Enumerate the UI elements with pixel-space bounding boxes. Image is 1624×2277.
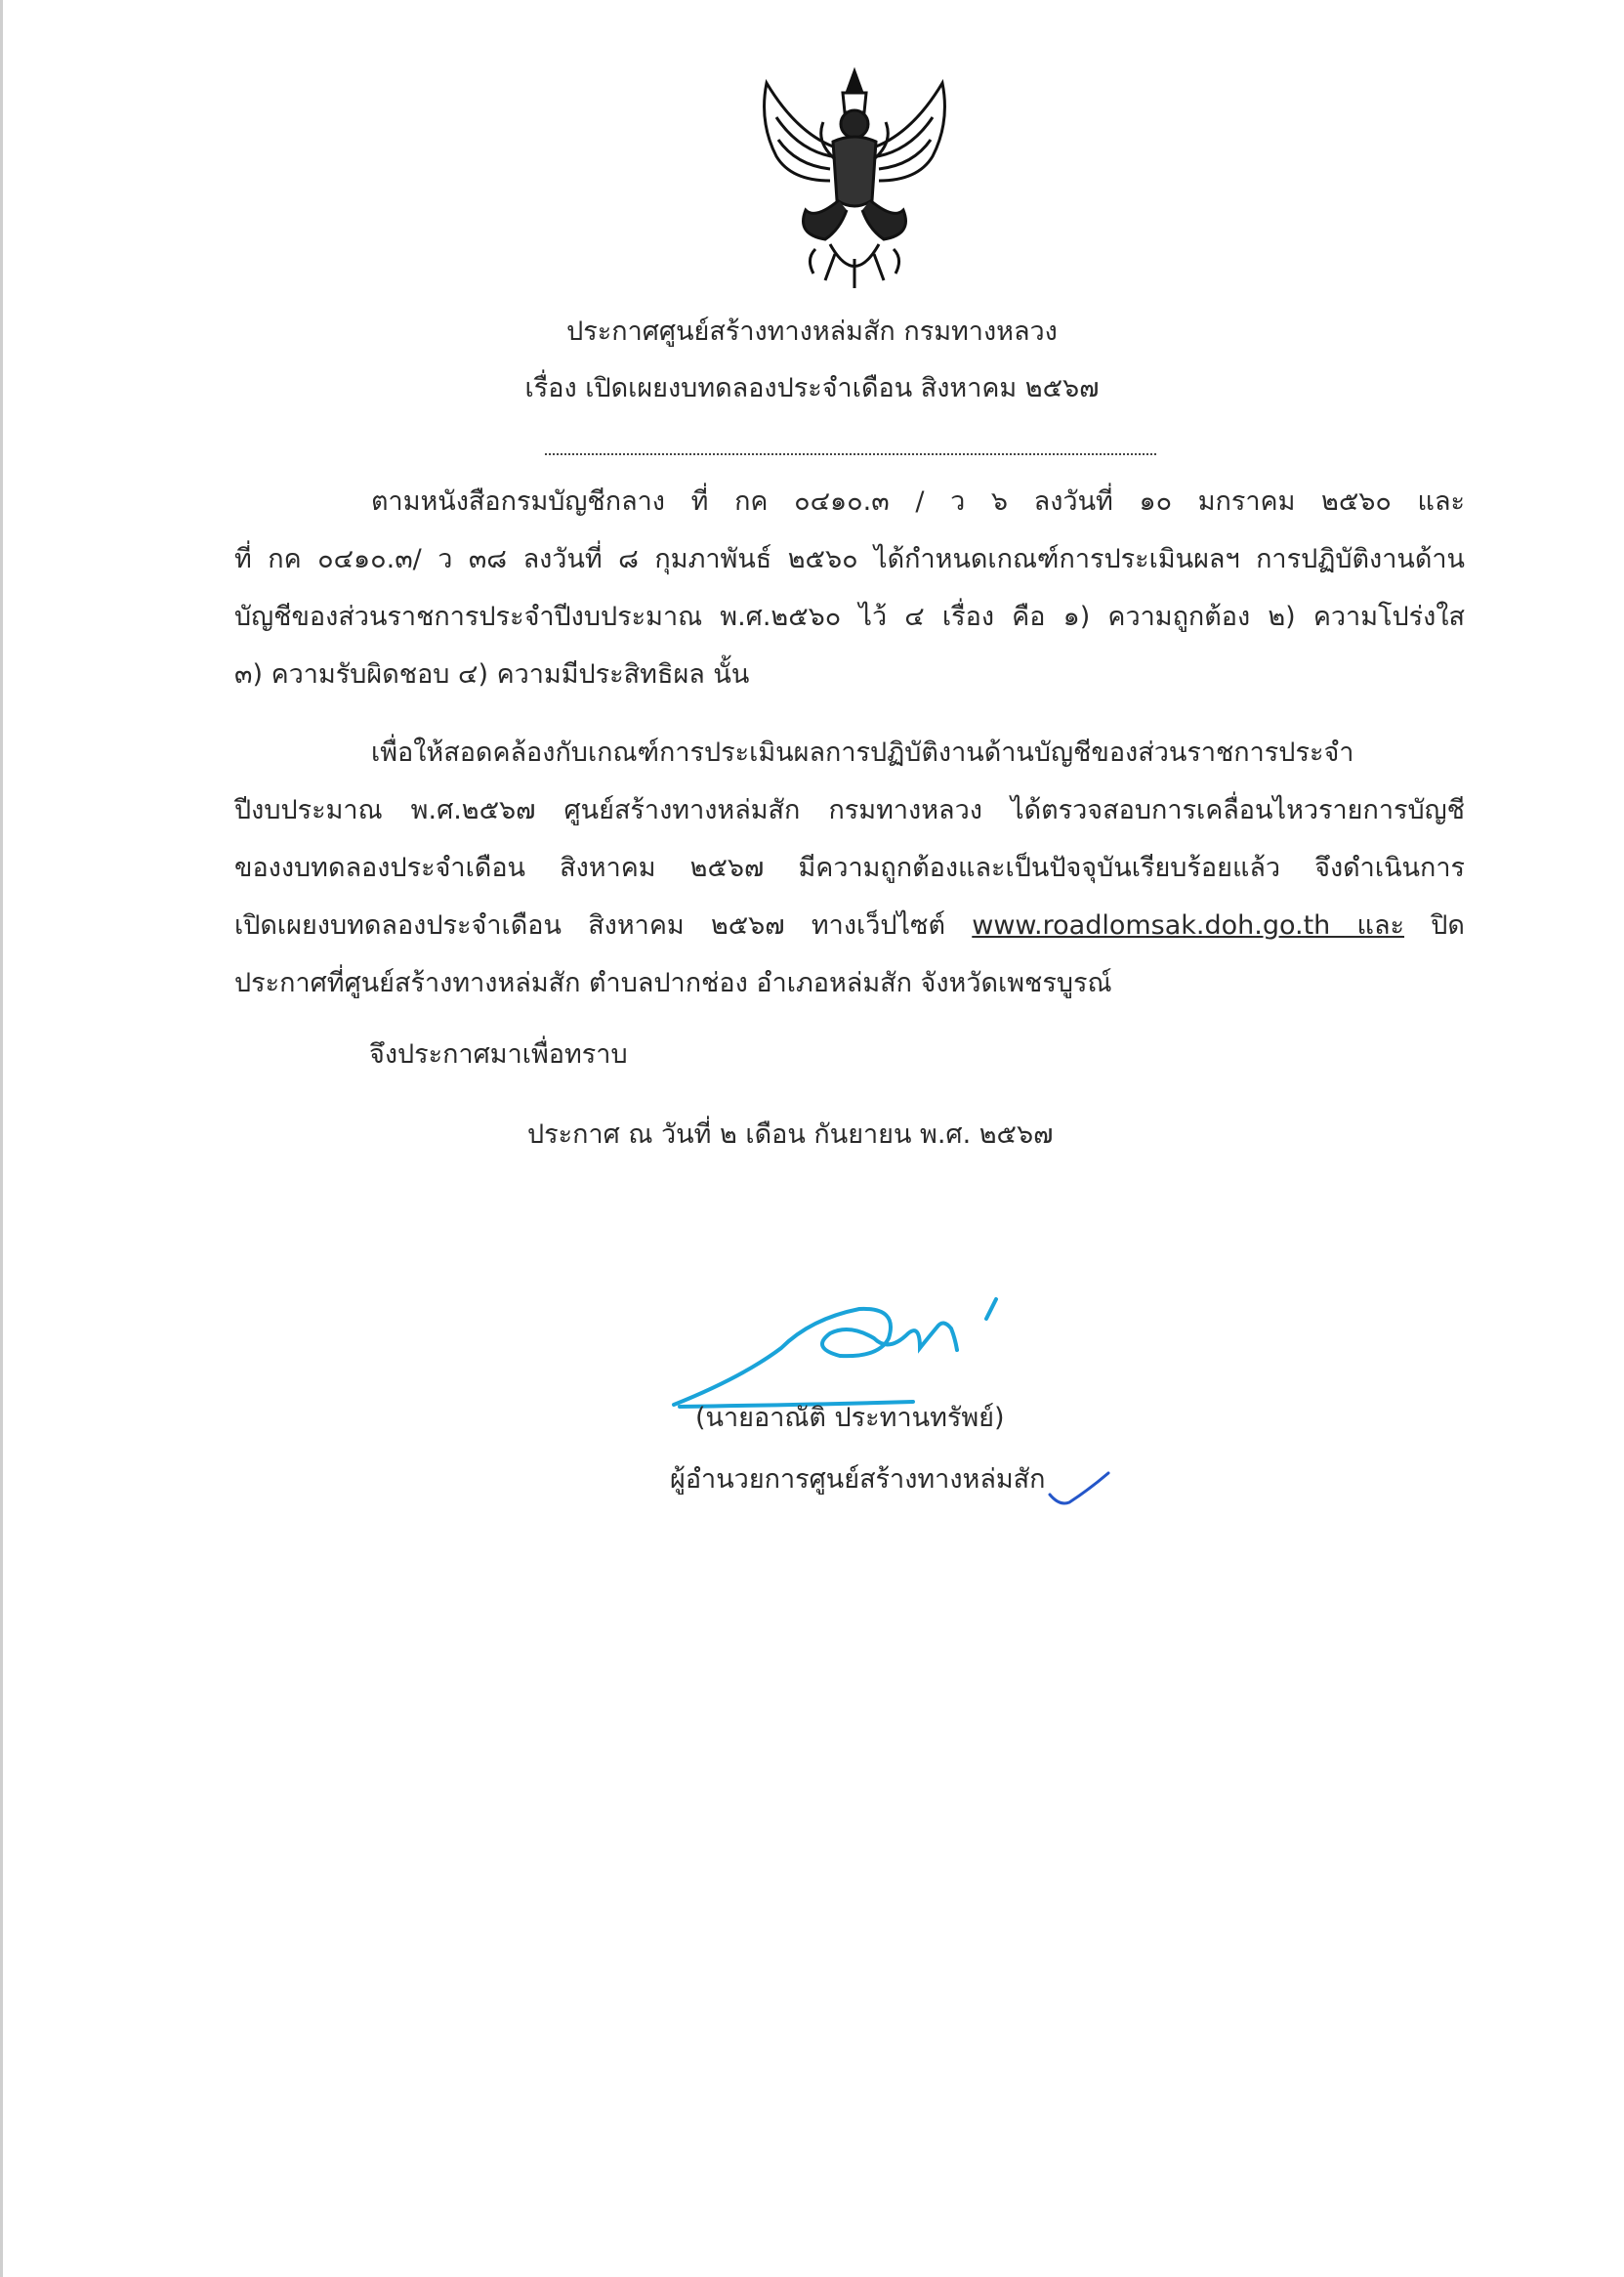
paragraph-line: ประกาศที่ศูนย์สร้างทางหล่มสัก ตำบลปากช่อง อำเภอหล่มสัก จังหวัดเพชรบูรณ์ — [234, 968, 1112, 998]
website-link[interactable]: www.roadlomsak.doh.go.th และ — [972, 910, 1405, 941]
announcement-date: ประกาศ ณ วันที่ ๒ เดือน กันยายน พ.ศ. ๒๕๖๗ — [527, 1119, 1054, 1150]
paragraph-line: ที่ กค ๐๔๑๐.๓/ ว ๓๘ ลงวันที่ ๘ กุมภาพันธ์ ๒๕๖๐ ได้กำหนดเกณฑ์การประเมินผลฯ การปฏิบัติงานด้าน — [234, 544, 1465, 574]
paragraph-line: ของงบทดลองประจำเดือน สิงหาคม ๒๕๖๗ มีความถูกต้องและเป็นปัจจุบันเรียบร้อยแล้ว จึงดำเนินการ — [234, 853, 1465, 883]
paragraph-line: ตามหนังสือกรมบัญชีกลาง ที่ กค ๐๔๑๐.๓ / ว ๖ ลงวันที่ ๑๐ มกราคม ๒๕๖๐ และ — [371, 486, 1465, 517]
announcement-subject: เรื่อง เปิดเผยงบทดลองประจำเดือน สิงหาคม ๒๕๖๗ — [524, 373, 1100, 403]
paragraph-2 — [234, 724, 1465, 1012]
signature-mark — [664, 1280, 1055, 1416]
link-line-after: ปิด — [1431, 910, 1465, 941]
link-line-before: เปิดเผยงบทดลองประจำเดือน สิงหาคม ๒๕๖๗ ทางเว็ปไซต์ — [234, 910, 945, 941]
separator-dots — [545, 434, 1156, 455]
signatory-name: (นายอาณัติ ประทานทรัพย์) — [695, 1403, 1005, 1433]
initial-mark — [1045, 1465, 1113, 1514]
paragraph-1 — [234, 473, 1465, 703]
paragraph-line: บัญชีของส่วนราชการประจำปีงบประมาณ พ.ศ.๒๕๖๐ ไว้ ๔ เรื่อง คือ ๑) ความถูกต้อง ๒) ความโปร่งใส — [234, 602, 1465, 632]
garuda-emblem-icon — [737, 63, 972, 298]
announcement-title: ประกาศศูนย์สร้างทางหล่มสัก กรมทางหลวง — [566, 316, 1058, 347]
closing-text: จึงประกาศมาเพื่อทราบ — [369, 1039, 628, 1070]
paragraph-line: ๓) ความรับผิดชอบ ๔) ความมีประสิทธิผล นั้น — [234, 659, 750, 690]
paragraph-line: เพื่อให้สอดคล้องกับเกณฑ์การประเมินผลการปฏิบัติงานด้านบัญชีของส่วนราชการประจำ — [371, 738, 1354, 768]
paragraph-line-with-link — [234, 897, 1465, 954]
paragraph-line: ปีงบประมาณ พ.ศ.๒๕๖๗ ศูนย์สร้างทางหล่มสัก กรมทางหลวง ได้ตรวจสอบการเคลื่อนไหวรายการบัญชี — [234, 795, 1465, 825]
signatory-position: ผู้อำนวยการศูนย์สร้างทางหล่มสัก — [670, 1464, 1046, 1495]
